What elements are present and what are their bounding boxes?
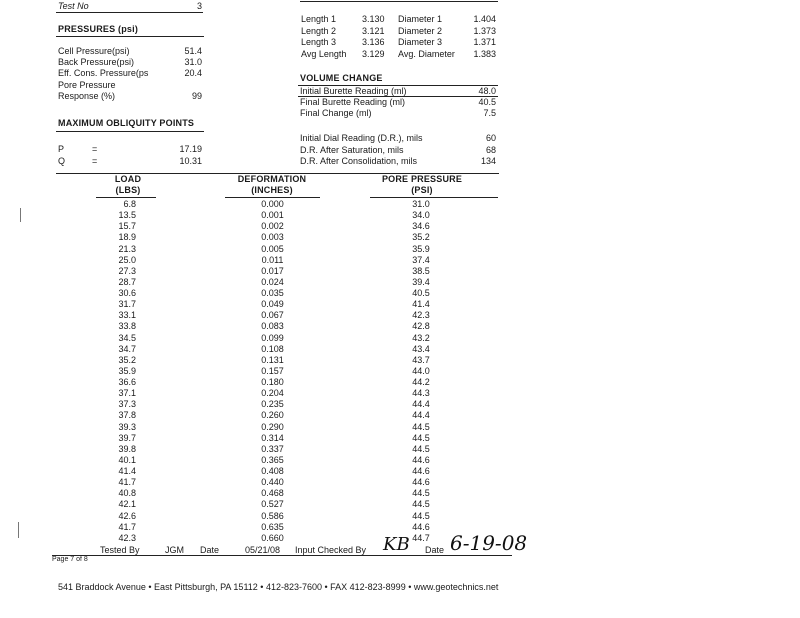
- deformation-value: 0.157: [261, 365, 284, 376]
- deformation-value: 0.024: [261, 276, 284, 287]
- checked-by-signature: KB: [383, 534, 410, 555]
- pore-pressure-value: 37.4: [412, 254, 430, 265]
- load-value: 33.8: [118, 321, 136, 332]
- checked-by-label: Input Checked By: [295, 545, 367, 555]
- tested-by-value: JGM: [165, 545, 184, 555]
- pore-pressure-column: [400, 199, 442, 544]
- load-value: 36.6: [118, 377, 136, 387]
- load-value: 13.5: [118, 210, 136, 221]
- tested-by-label: Tested By: [100, 545, 140, 555]
- load-value: 33.1: [118, 310, 136, 321]
- deformation-value: 0.586: [261, 510, 284, 521]
- load-value: 21.3: [118, 243, 136, 254]
- dial-value: 68: [485, 144, 496, 155]
- dial-value: 60: [485, 133, 496, 143]
- pore-pressure-value: 43.7: [412, 354, 430, 365]
- dimension-diameter-value: 1.371: [473, 37, 496, 47]
- pressure-label: Eff. Cons. Pressure(ps: [58, 68, 149, 79]
- deformation-value: 0.049: [261, 299, 284, 310]
- deformation-value: 0.440: [261, 477, 284, 488]
- pore-pressure-value: 44.5: [412, 432, 430, 443]
- dimension-diameter-value: 1.383: [473, 48, 496, 59]
- pore-pressure-value: 35.9: [412, 243, 430, 254]
- dimension-diameter-label: Diameter 2: [398, 25, 443, 36]
- obliquity-value: 17.19: [179, 144, 202, 154]
- load-value: 41.4: [118, 466, 136, 476]
- volume-label: Final Change (ml): [300, 108, 372, 118]
- tested-date-value: 05/21/08: [245, 545, 281, 555]
- deformation-value: 0.180: [261, 377, 284, 387]
- pore-pressure-value: 38.5: [412, 265, 430, 276]
- deformation-value: 0.005: [261, 243, 284, 254]
- load-value: 31.7: [118, 299, 136, 310]
- pressures-header-underline: [56, 36, 204, 37]
- pore-pressure-value: 43.2: [412, 332, 430, 343]
- pore-pressure-header-line1: PORE PRESSURE: [381, 174, 463, 184]
- pressure-value: 31.0: [184, 57, 202, 68]
- pore-pressure-value: 44.5: [412, 499, 430, 510]
- deformation-value: 0.260: [261, 410, 284, 421]
- pressures-header: PRESSURES (psi): [58, 24, 139, 34]
- dimension-diameter-value: 1.373: [473, 25, 496, 36]
- pore-pressure-value: 44.3: [412, 388, 430, 399]
- deformation-value: 0.002: [261, 221, 284, 232]
- footer-address: 541 Braddock Avenue • East Pittsburgh, PA 15112 • 412-823-7600 • FAX 412-823-8999 • www.geotechnics.net: [58, 582, 499, 592]
- obliquity-value: 10.31: [179, 156, 202, 166]
- pore-pressure-value: 42.3: [412, 310, 430, 321]
- dimension-diameter-label: Diameter 3: [398, 37, 443, 47]
- obliquity-label: P: [58, 144, 65, 154]
- dial-label: Initial Dial Reading (D.R.), mils: [300, 133, 423, 143]
- dimension-length-label: Avg Length: [301, 48, 347, 59]
- pore-pressure-value: 41.4: [412, 299, 430, 310]
- dimension-length-label: Length 3: [301, 37, 337, 47]
- pore-header-rule: [370, 197, 498, 198]
- load-value: 39.7: [118, 432, 136, 443]
- dimension-diameter-label: Diameter 1: [398, 14, 443, 24]
- dimension-length-label: Length 2: [301, 25, 337, 36]
- load-value: 35.2: [118, 354, 136, 365]
- pore-pressure-value: 44.5: [412, 443, 430, 454]
- scan-mark-bottom: [18, 522, 19, 538]
- load-value: 15.7: [118, 221, 136, 232]
- deformation-value: 0.527: [261, 499, 284, 510]
- load-value: 41.7: [118, 521, 136, 532]
- deformation-value: 0.660: [261, 532, 284, 543]
- dial-value: 134: [480, 156, 496, 166]
- deformation-value: 0.314: [261, 432, 284, 443]
- load-value: 6.8: [123, 199, 136, 209]
- load-value: 28.7: [118, 276, 136, 287]
- deformation-header-rule: [225, 197, 320, 198]
- deformation-value: 0.337: [261, 443, 284, 454]
- dimension-length-value: 3.130: [362, 14, 385, 24]
- pressure-value: 20.4: [184, 68, 202, 79]
- pore-pressure-value: 44.6: [412, 454, 430, 465]
- deformation-value: 0.067: [261, 310, 284, 321]
- pore-pressure-value: 31.0: [412, 199, 430, 209]
- pressure-value: 99: [191, 90, 202, 101]
- pore-pressure-value: 44.6: [412, 521, 430, 532]
- obliquity-eq: =: [92, 156, 98, 166]
- obliquity-eq: =: [92, 144, 98, 154]
- load-header-line2: (LBS): [115, 185, 141, 195]
- load-value: 37.1: [118, 388, 136, 399]
- pressure-label: Response (%): [58, 90, 116, 101]
- deformation-value: 0.131: [261, 354, 284, 365]
- volume-label: Initial Burette Reading (ml): [300, 86, 407, 96]
- pore-pressure-value: 44.0: [412, 365, 430, 376]
- deformation-header: [222, 174, 322, 196]
- pressure-label: Cell Pressure(psi): [58, 46, 130, 56]
- checked-date-signature: 6-19-08: [450, 531, 528, 555]
- deformation-value: 0.468: [261, 488, 284, 499]
- load-value: 34.5: [118, 332, 136, 343]
- pore-pressure-value: 44.6: [412, 466, 430, 476]
- dimension-length-value: 3.136: [362, 37, 385, 47]
- deformation-column: [245, 199, 300, 544]
- load-header: [88, 174, 168, 196]
- test-no-label: Test No: [58, 1, 89, 11]
- pore-pressure-value: 44.6: [412, 477, 430, 488]
- pressure-value: 51.4: [184, 46, 202, 56]
- load-value: 42.6: [118, 510, 136, 521]
- pore-pressure-value: 42.8: [412, 321, 430, 332]
- pore-pressure-value: 44.5: [412, 421, 430, 432]
- pore-pressure-value: 44.4: [412, 410, 430, 421]
- load-value: 42.1: [118, 499, 136, 510]
- load-value: 39.8: [118, 443, 136, 454]
- test-no-value: 3: [196, 1, 202, 11]
- dial-label: D.R. After Consolidation, mils: [300, 156, 418, 166]
- tested-date-label: Date: [200, 545, 220, 555]
- load-value: 35.9: [118, 365, 136, 376]
- dimension-length-value: 3.121: [362, 25, 385, 36]
- dimensions-top-rule: [300, 1, 498, 2]
- dimension-diameter-label: Avg. Diameter: [398, 48, 455, 59]
- load-value: 42.3: [118, 532, 136, 543]
- page-label: Page 7 of 8: [52, 556, 88, 563]
- pore-pressure-header: [372, 174, 472, 196]
- deformation-value: 0.017: [261, 265, 284, 276]
- deformation-value: 0.000: [261, 199, 284, 209]
- load-value: 40.1: [118, 454, 136, 465]
- pressure-label: Pore Pressure: [58, 79, 116, 90]
- volume-row-rule: [298, 96, 498, 97]
- deformation-value: 0.001: [261, 210, 284, 221]
- test-no-underline: [56, 12, 203, 13]
- pore-pressure-value: 44.4: [412, 399, 430, 410]
- volume-value: 7.5: [483, 108, 496, 118]
- volume-label: Final Burette Reading (ml): [300, 97, 406, 107]
- signoff-rule: [52, 555, 512, 556]
- pore-pressure-value: 40.5: [412, 288, 430, 298]
- load-header-line1: LOAD: [114, 174, 142, 184]
- deformation-value: 0.099: [261, 332, 284, 343]
- pore-pressure-value: 35.2: [412, 232, 430, 243]
- dimension-length-value: 3.129: [362, 48, 385, 59]
- deformation-value: 0.408: [261, 466, 284, 476]
- load-value: 34.7: [118, 343, 136, 354]
- load-column: [90, 199, 136, 544]
- volume-value: 40.5: [478, 97, 496, 107]
- deformation-value: 0.011: [261, 254, 284, 265]
- deformation-value: 0.083: [261, 321, 284, 332]
- load-value: 41.7: [118, 477, 136, 488]
- pore-pressure-value: 44.5: [412, 510, 430, 521]
- pore-pressure-value: 43.4: [412, 343, 430, 354]
- load-value: 37.8: [118, 410, 136, 421]
- pore-pressure-value: 39.4: [412, 276, 430, 287]
- deformation-value: 0.204: [261, 388, 284, 399]
- dial-label: D.R. After Saturation, mils: [300, 144, 404, 155]
- load-value: 30.6: [118, 288, 136, 298]
- checked-date-label: Date: [425, 545, 445, 555]
- dimension-diameter-value: 1.404: [473, 14, 496, 24]
- deformation-value: 0.235: [261, 399, 284, 410]
- obliquity-header: MAXIMUM OBLIQUITY POINTS: [58, 118, 195, 128]
- deformation-value: 0.003: [261, 232, 284, 243]
- load-header-rule: [96, 197, 156, 198]
- dimension-length-label: Length 1: [301, 14, 337, 24]
- pore-pressure-value: 34.0: [412, 210, 430, 221]
- load-value: 27.3: [118, 265, 136, 276]
- deformation-value: 0.635: [261, 521, 284, 532]
- pore-pressure-value: 44.2: [412, 377, 430, 387]
- volume-value: 48.0: [478, 86, 496, 96]
- deformation-value: 0.108: [261, 343, 284, 354]
- load-value: 40.8: [118, 488, 136, 499]
- obliquity-header-underline: [56, 131, 204, 132]
- deformation-value: 0.035: [261, 288, 284, 298]
- deformation-header-line1: DEFORMATION: [237, 174, 307, 184]
- pressure-label: Back Pressure(psi): [58, 57, 135, 68]
- obliquity-label: Q: [58, 156, 66, 166]
- pore-pressure-header-line2: (PSI): [411, 185, 433, 195]
- scan-mark-top: [20, 208, 21, 222]
- load-value: 25.0: [118, 254, 136, 265]
- deformation-header-line2: (INCHES): [251, 185, 293, 195]
- pore-pressure-value: 34.6: [412, 221, 430, 232]
- load-value: 39.3: [118, 421, 136, 432]
- load-value: 37.3: [118, 399, 136, 410]
- load-value: 18.9: [118, 232, 136, 243]
- pore-pressure-value: 44.5: [412, 488, 430, 499]
- pore-pressure-value: 44.7: [412, 532, 430, 543]
- deformation-value: 0.290: [261, 421, 284, 432]
- volume-change-header: VOLUME CHANGE: [300, 73, 383, 83]
- deformation-value: 0.365: [261, 454, 284, 465]
